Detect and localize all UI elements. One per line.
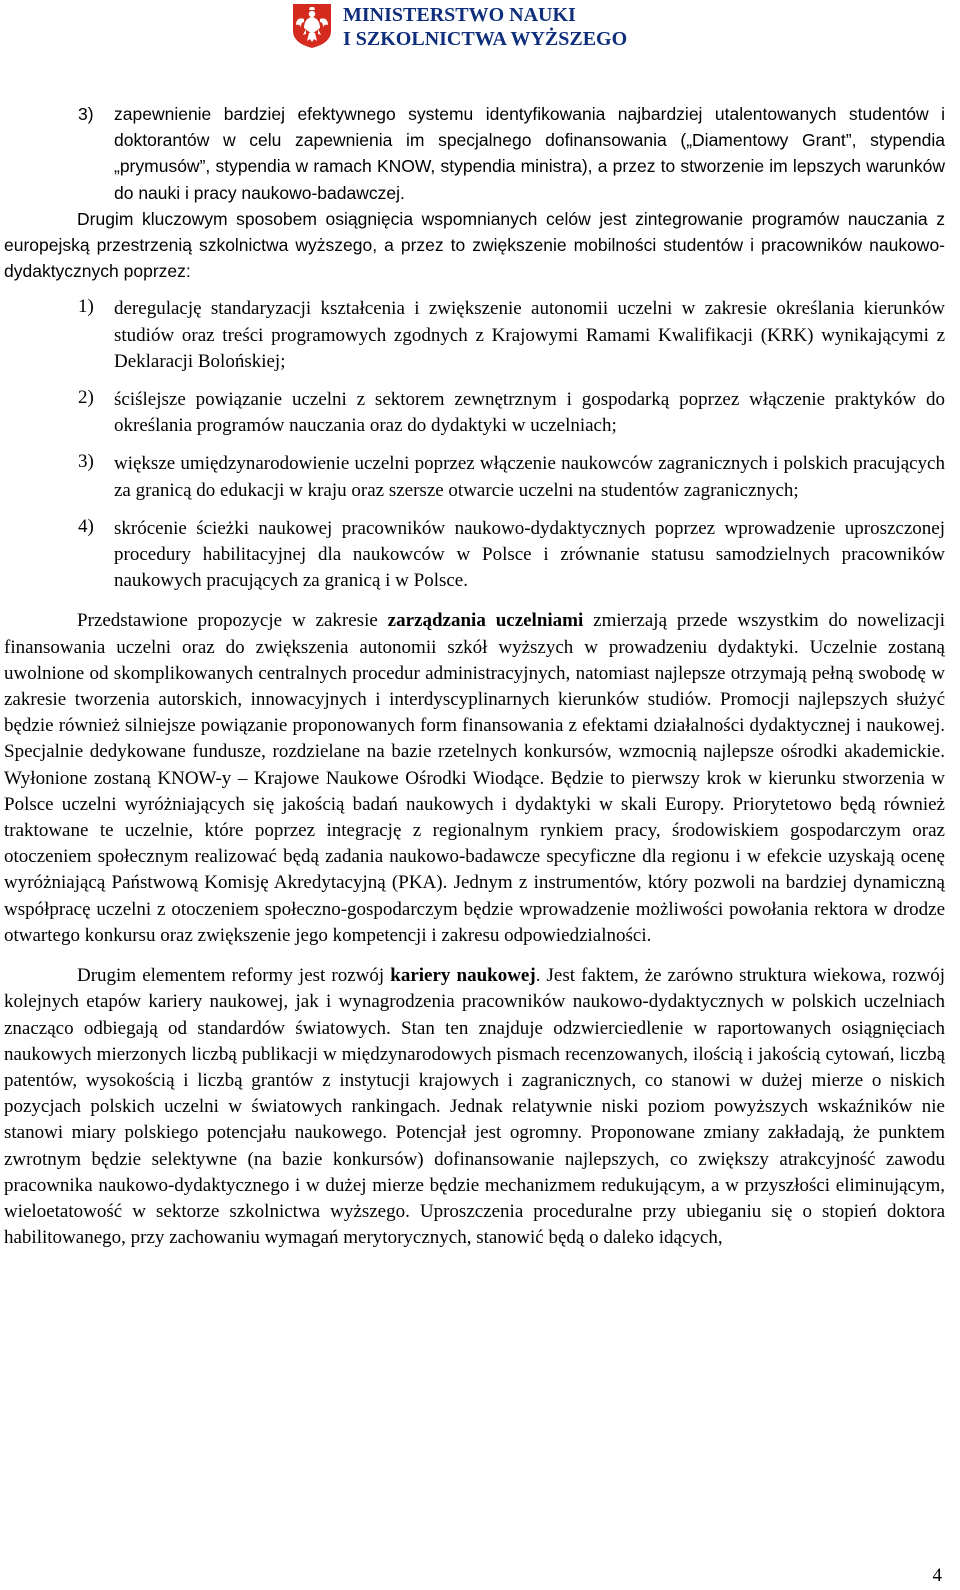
ministry-name [343, 3, 627, 51]
emphasis-text: kariery naukowej [390, 965, 536, 987]
emphasis-text: zarządzania uczelniami [387, 610, 584, 632]
polish-eagle-emblem-icon [292, 3, 332, 49]
list-item-number: 3) [78, 104, 94, 124]
list-item [4, 296, 945, 375]
list-item-text: większe umiędzynarodowienie uczelni poprzez włączenie naukowców zagranicznych i polskich pracujących za granicą do edukacji w kraju oraz szersze otwarcie uczelni na studentów zagranicznych; [114, 453, 945, 501]
list-item [4, 451, 945, 503]
list-item-number: 2) [78, 387, 94, 409]
list-item-number: 3) [78, 451, 94, 473]
list-item-text: ściślejsze powiązanie uczelni z sektorem zewnętrznym i gospodarką poprzez włączenie praktyków do określania programów nauczania oraz do dydaktyki w uczelniach; [114, 389, 945, 437]
page-number: 4 [932, 1565, 942, 1586]
paragraph-text: . Jest faktem, że zarówno struktura wiekowa, rozwój kolejnych etapów kariery naukowej, jak i wynagrodzenia pracowników naukowo-dydaktycznych w polskich uczelniach znacząco odbiegają od standardów światowych. Stan ten znajduje odzwierciedlenie w raportowanych osiągnięciach naukowych mierzonych liczbą publikacji w międzynarodowych pismach recenzowanych, ilością i jakością cytowań, liczbą patentów, wysokością i liczbą grantów z instytucji krajowych i zagranicznych, co stanowi w dużej mierze o niskich pozycjach polskich uczelni w światowych rankingach. Jednak relatywnie niski poziom powyższych wskaźników nie stanowi miary polskiego potencjału naukowego. Potencjał jest ogromny. Proponowane zmiany zakładają, że punktem zwrotnym będzie selektywne (na bazie konkursów) dofinansowanie najlepszych, co zwiększy atrakcyjność zawodu pracownika naukowo-dydaktycznego i w dużej mierze będzie mechanizmem redukującym, a w przyszłości eliminującym, wieloetatowość w sektorze szkolnictwa wyższego. Uproszczenia proceduralne przy ubieganiu się o stopień doktora habilitowanego, przy zachowaniu wymagań merytorycznych, stanowić będą o daleko idących, [4, 965, 946, 1249]
ministry-name-line1: MINISTERSTWO NAUKI [343, 4, 576, 26]
paragraph-zarzadzanie [4, 608, 945, 949]
list-item-text: skrócenie ścieżki naukowej pracowników naukowo-dydaktycznych poprzez wprowadzenie uproszczonej procedury habilitacyjnej dla naukowców w Polsce i zrównanie statusu samodzielnych pracowników naukowych pracujących za granicą i w Polsce. [114, 517, 945, 592]
document-body [4, 101, 945, 1251]
ministry-header [292, 3, 712, 51]
list-item [4, 387, 945, 439]
ministry-name-line2: I SZKOLNICTWA WYŻSZEGO [343, 28, 628, 50]
list-item-text: deregulację standaryzacji kształcenia i zwiększenie autonomii uczelni w zakresie określania kierunków studiów oraz treści programowych zgodnych z Krajowymi Ramami Kwalifikacji (KRK) wynikającymi z Deklaracji Bolońskiej; [114, 298, 945, 372]
paragraph-kariera [4, 963, 945, 1251]
paragraph-drugim: Drugim kluczowym sposobem osiągnięcia wspomnianych celów jest zintegrowanie programów nauczania z europejską przestrzenią szkolnictwa wyższego, a przez to zwiększenie mobilności studentów i pracowników naukowo-dydaktycznych poprzez: [4, 208, 945, 282]
paragraph-text: Drugim elementem reformy jest rozwój [77, 965, 391, 987]
paragraph-text: Przedstawione propozycje w zakresie [77, 610, 388, 632]
list-item [4, 516, 945, 595]
list-item-number: 4) [78, 515, 94, 537]
list-item-text: zapewnienie bardziej efektywnego systemu identyfikowania najbardziej utalentowanych studentów i doktorantów w celu zapewnienia im specjalnego dofinansowania („Diamentowy Grant”, stypendia „prymusów”, stypendia w ramach KNOW, stypendia ministra), a przez to stworzenie im lepszych warunków do nauki i pracy naukowo-badawczej. [114, 104, 945, 203]
paragraph-text: zmierzają przede wszystkim do nowelizacji finansowania uczelni oraz do zwiększenia autonomii szkół wyższych w prowadzeniu dydaktyki. Uczelnie zostaną uwolnione od skomplikowanych centralnych procedur administracyjnych, natomiast najlepsze otrzymają pełną swobodę w zakresie tworzenia autorskich, innowacyjnych i interdyscyplinarnych kierunków studiów. Promocji najlepszych służyć będzie również silniejsze powiązanie proponowanych form finansowania z efektami działalności dydaktycznej i naukowej. Specjalnie dedykowane fundusze, rozdzielane na bazie rzetelnych konkursów, wzmocnią najlepsze ośrodki akademickie. Wyłonione zostaną KNOW-y – Krajowe Naukowe Ośrodki Wiodące. Będzie to pierwszy krok w kierunku stworzenia w Polsce uczelni wyróżniających się jakością badań naukowych i dydaktyki w skali Europy. Priorytetowo będą również traktowane te uczelnie, które poprzez integrację z regionalnym rynkiem pracy, środowiskiem gospodarczym oraz otoczeniem społecznym realizować będą zadania naukowo-badawcze specyficzne dla regionu i w efekcie uzyskają ocenę wyróżniającą Państwową Komisję Akredytacyjną (PKA). Jednym z instrumentów, który pozwoli na bardziej dynamiczną współpracę uczelni z otoczeniem społeczno-gospodarczym będzie wprowadzenie możliwości powołania rektora w drodze otwartego konkursu oraz zwiększenie jego kompetencji i zakresu odpowiedzialności. [4, 610, 945, 946]
list-item [4, 101, 945, 206]
list-item-number: 1) [78, 296, 94, 318]
